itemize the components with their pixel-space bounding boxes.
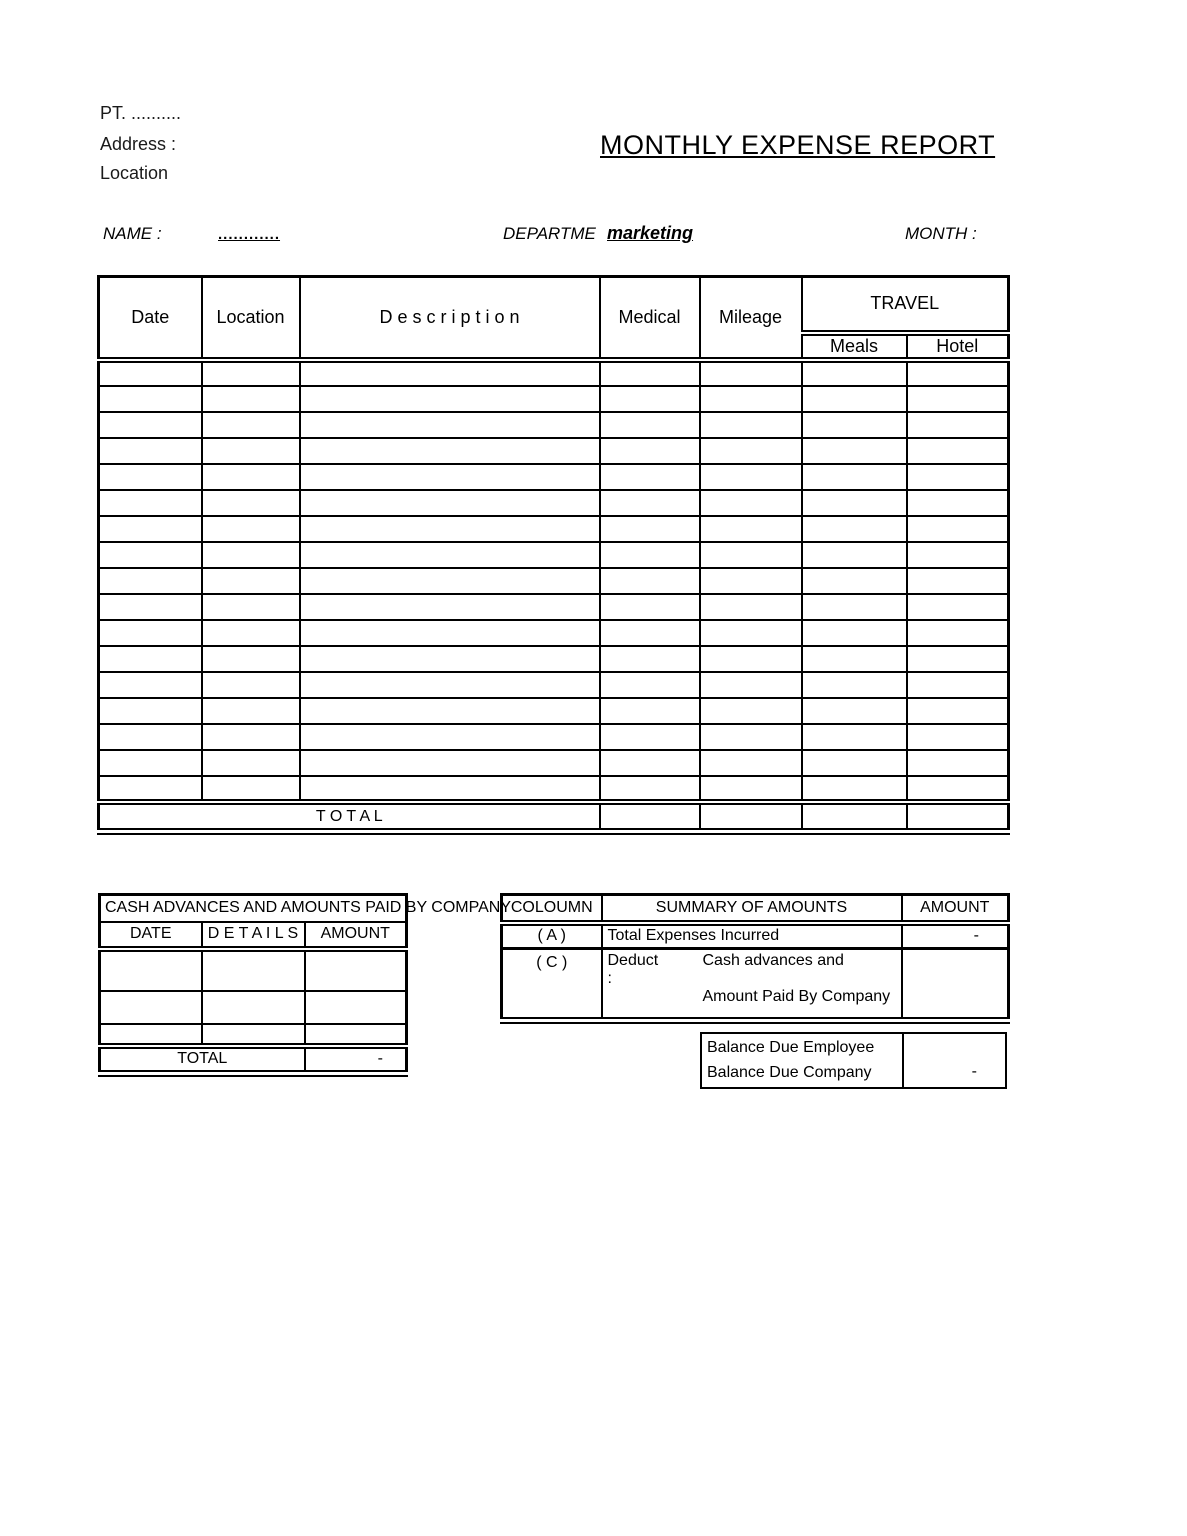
expense-table <box>97 275 1010 835</box>
expense-empty-row <box>99 594 1009 620</box>
expense-empty-cell <box>202 620 300 646</box>
expense-empty-cell <box>300 776 600 802</box>
row-c-amount-cell <box>902 949 1009 1021</box>
expense-empty-cell <box>802 568 907 594</box>
expense-empty-cell <box>802 750 907 776</box>
expense-empty-cell <box>300 724 600 750</box>
row-a-code: ( A ) <box>502 923 602 949</box>
expense-empty-cell <box>700 620 802 646</box>
expense-empty-cell <box>907 568 1009 594</box>
summary-table <box>500 893 1010 1024</box>
expense-empty-cell <box>907 542 1009 568</box>
balance-due-box <box>700 1032 1007 1089</box>
expense-empty-cell <box>600 464 700 490</box>
expense-empty-cell <box>600 672 700 698</box>
expense-empty-cell <box>802 490 907 516</box>
col-header-description: D e s c r i p t i o n <box>300 277 600 360</box>
company-name-line: PT. .......... <box>100 103 182 123</box>
expense-empty-cell <box>700 412 802 438</box>
cash-advances-table <box>98 893 512 1077</box>
expense-empty-cell <box>600 724 700 750</box>
page-title: MONTHLY EXPENSE REPORT <box>600 130 996 160</box>
expense-empty-row <box>99 412 1009 438</box>
expense-total-row <box>99 802 1009 832</box>
expense-empty-cell <box>700 542 802 568</box>
expense-empty-cell <box>99 542 202 568</box>
expense-empty-cell <box>300 490 600 516</box>
col-header-hotel: Hotel <box>907 333 1009 360</box>
row-c-detail-cell <box>602 949 902 1021</box>
cash-advances-title: CASH ADVANCES AND AMOUNTS PAID BY COMPANY <box>100 895 407 922</box>
balance-labels <box>702 1034 902 1087</box>
expense-empty-cell <box>907 464 1009 490</box>
expense-empty-cell <box>600 698 700 724</box>
expense-empty-cell <box>300 698 600 724</box>
cash-empty-row <box>100 991 407 1024</box>
expense-empty-cell <box>907 672 1009 698</box>
expense-header-row <box>99 277 1009 333</box>
expense-empty-cell <box>99 516 202 542</box>
expense-empty-cell <box>202 698 300 724</box>
expense-empty-cell <box>99 490 202 516</box>
deduct-detail-line1: Cash advances and <box>702 952 844 969</box>
expense-empty-cell <box>202 724 300 750</box>
expense-empty-cell <box>300 516 600 542</box>
col-header-travel: TRAVEL <box>802 277 1009 333</box>
expense-empty-cell <box>907 386 1009 412</box>
expense-empty-cell <box>99 438 202 464</box>
expense-empty-row <box>99 646 1009 672</box>
cash-empty-cell <box>100 991 202 1024</box>
expense-empty-cell <box>300 568 600 594</box>
department-label: DEPARTME <box>503 224 596 243</box>
address-label: Address : <box>100 134 177 154</box>
expense-empty-cell <box>802 412 907 438</box>
expense-empty-cell <box>802 724 907 750</box>
expense-empty-cell <box>600 750 700 776</box>
expense-empty-cell <box>600 568 700 594</box>
expense-empty-cell <box>600 620 700 646</box>
expense-empty-cell <box>202 464 300 490</box>
cash-empty-cell <box>202 1024 305 1046</box>
summary-col-amount: AMOUNT <box>902 895 1009 923</box>
expense-empty-cell <box>700 568 802 594</box>
expense-empty-cell <box>700 724 802 750</box>
expense-table-body <box>99 360 1009 802</box>
cash-empty-cell <box>202 949 305 991</box>
row-c-code: ( C ) <box>502 949 602 1021</box>
location-label: Location <box>100 163 169 183</box>
cash-empty-cell <box>100 1024 202 1046</box>
expense-total-medical-cell <box>600 802 700 832</box>
expense-empty-cell <box>99 698 202 724</box>
row-a-amount: - <box>902 923 1009 949</box>
expense-empty-cell <box>907 438 1009 464</box>
expense-empty-cell <box>202 412 300 438</box>
cash-empty-row <box>100 1024 407 1046</box>
cash-title-row <box>100 895 407 922</box>
expense-empty-cell <box>700 646 802 672</box>
month-label: MONTH : <box>905 224 977 243</box>
expense-empty-cell <box>300 386 600 412</box>
deduct-colon: : <box>607 970 612 987</box>
cash-total-label: TOTAL <box>100 1046 305 1074</box>
name-label: NAME : <box>103 224 162 243</box>
col-header-medical: Medical <box>600 277 700 360</box>
expense-empty-cell <box>802 464 907 490</box>
expense-empty-cell <box>700 438 802 464</box>
expense-empty-cell <box>300 620 600 646</box>
expense-empty-cell <box>907 490 1009 516</box>
expense-empty-row <box>99 360 1009 386</box>
expense-empty-row <box>99 698 1009 724</box>
expense-empty-cell <box>700 386 802 412</box>
expense-empty-cell <box>300 646 600 672</box>
expense-empty-cell <box>300 438 600 464</box>
expense-empty-cell <box>600 776 700 802</box>
expense-empty-cell <box>202 490 300 516</box>
summary-row-a <box>502 923 1009 949</box>
expense-empty-cell <box>202 386 300 412</box>
expense-empty-cell <box>700 672 802 698</box>
expense-empty-cell <box>802 698 907 724</box>
name-value: ............ <box>218 226 281 243</box>
expense-empty-row <box>99 438 1009 464</box>
expense-empty-cell <box>700 490 802 516</box>
expense-empty-cell <box>300 672 600 698</box>
expense-empty-cell <box>202 438 300 464</box>
expense-empty-cell <box>600 542 700 568</box>
expense-total-hotel-cell <box>907 802 1009 832</box>
cash-empty-row <box>100 949 407 991</box>
expense-empty-row <box>99 490 1009 516</box>
summary-header-row <box>502 895 1009 923</box>
expense-empty-cell <box>300 594 600 620</box>
cash-total-row <box>100 1046 407 1074</box>
expense-empty-cell <box>99 750 202 776</box>
expense-empty-row <box>99 750 1009 776</box>
expense-empty-cell <box>202 646 300 672</box>
expense-empty-row <box>99 542 1009 568</box>
cash-col-details: D E T A I L S <box>202 922 305 949</box>
col-header-meals: Meals <box>802 333 907 360</box>
expense-empty-cell <box>700 464 802 490</box>
expense-empty-cell <box>300 464 600 490</box>
expense-empty-cell <box>802 360 907 386</box>
expense-empty-cell <box>802 386 907 412</box>
expense-empty-cell <box>300 360 600 386</box>
expense-empty-cell <box>99 646 202 672</box>
expense-empty-cell <box>202 568 300 594</box>
expense-empty-cell <box>99 672 202 698</box>
cash-col-amount: AMOUNT <box>305 922 407 949</box>
cash-empty-cell <box>305 1024 407 1046</box>
expense-empty-cell <box>700 776 802 802</box>
expense-empty-cell <box>600 516 700 542</box>
expense-empty-cell <box>99 620 202 646</box>
expense-empty-cell <box>202 360 300 386</box>
expense-empty-cell <box>802 594 907 620</box>
summary-row-c <box>502 949 1009 1021</box>
expense-empty-cell <box>907 724 1009 750</box>
expense-empty-cell <box>802 672 907 698</box>
expense-empty-cell <box>99 464 202 490</box>
expense-empty-cell <box>802 620 907 646</box>
expense-empty-cell <box>600 438 700 464</box>
expense-empty-row <box>99 620 1009 646</box>
cash-col-date: DATE <box>100 922 202 949</box>
expense-empty-row <box>99 568 1009 594</box>
expense-empty-cell <box>99 776 202 802</box>
expense-empty-cell <box>802 542 907 568</box>
expense-total-label: T O T A L <box>99 802 600 832</box>
expense-empty-cell <box>802 776 907 802</box>
deduct-detail-block <box>703 952 891 1006</box>
expense-empty-cell <box>99 594 202 620</box>
expense-empty-cell <box>202 672 300 698</box>
expense-empty-cell <box>202 750 300 776</box>
col-header-date: Date <box>99 277 202 360</box>
balance-due-employee-label: Balance Due Employee <box>707 1039 875 1056</box>
expense-empty-cell <box>700 750 802 776</box>
expense-empty-cell <box>907 360 1009 386</box>
col-header-mileage: Mileage <box>700 277 802 360</box>
summary-col-summary: SUMMARY OF AMOUNTS <box>602 895 902 923</box>
deduct-detail-line2: Amount Paid By Company <box>702 988 891 1005</box>
expense-empty-row <box>99 464 1009 490</box>
expense-empty-cell <box>300 750 600 776</box>
expense-empty-cell <box>907 620 1009 646</box>
cash-empty-cell <box>305 949 407 991</box>
expense-empty-cell <box>700 594 802 620</box>
expense-empty-cell <box>802 516 907 542</box>
cash-empty-cell <box>202 991 305 1024</box>
expense-empty-cell <box>802 646 907 672</box>
expense-empty-cell <box>907 516 1009 542</box>
expense-total-mileage-cell <box>700 802 802 832</box>
expense-empty-cell <box>907 412 1009 438</box>
expense-empty-cell <box>907 750 1009 776</box>
expense-empty-cell <box>802 438 907 464</box>
expense-total-meals-cell <box>802 802 907 832</box>
expense-empty-row <box>99 724 1009 750</box>
deduct-block <box>603 950 901 1006</box>
expense-empty-cell <box>202 542 300 568</box>
expense-empty-cell <box>99 412 202 438</box>
expense-empty-cell <box>300 542 600 568</box>
expense-empty-row <box>99 516 1009 542</box>
expense-empty-cell <box>700 698 802 724</box>
row-a-label: Total Expenses Incurred <box>602 923 902 949</box>
balance-company-amount: - <box>902 1034 1005 1087</box>
expense-empty-row <box>99 386 1009 412</box>
expense-empty-row <box>99 672 1009 698</box>
expense-empty-cell <box>700 516 802 542</box>
summary-col-coloumn: COLOUMN <box>502 895 602 923</box>
expense-empty-cell <box>600 594 700 620</box>
balance-due-company-label: Balance Due Company <box>707 1064 872 1081</box>
expense-empty-cell <box>202 594 300 620</box>
expense-empty-cell <box>600 412 700 438</box>
expense-empty-cell <box>907 776 1009 802</box>
expense-empty-cell <box>202 516 300 542</box>
expense-empty-cell <box>99 724 202 750</box>
expense-empty-cell <box>600 386 700 412</box>
expense-empty-cell <box>600 646 700 672</box>
deduct-label: Deduct <box>607 952 659 969</box>
expense-empty-cell <box>99 568 202 594</box>
expense-empty-row <box>99 776 1009 802</box>
expense-empty-cell <box>202 776 300 802</box>
expense-empty-cell <box>700 360 802 386</box>
expense-empty-cell <box>300 412 600 438</box>
col-header-location: Location <box>202 277 300 360</box>
cash-empty-cell <box>305 991 407 1024</box>
deduct-label-block <box>608 952 703 1006</box>
expense-empty-cell <box>907 698 1009 724</box>
expense-empty-cell <box>99 360 202 386</box>
cash-header-row <box>100 922 407 949</box>
expense-empty-cell <box>907 646 1009 672</box>
cash-empty-cell <box>100 949 202 991</box>
cash-total-amount: - <box>305 1046 407 1074</box>
expense-empty-cell <box>600 360 700 386</box>
department-value: marketing <box>607 223 694 243</box>
expense-empty-cell <box>907 594 1009 620</box>
expense-empty-cell <box>99 386 202 412</box>
expense-empty-cell <box>600 490 700 516</box>
